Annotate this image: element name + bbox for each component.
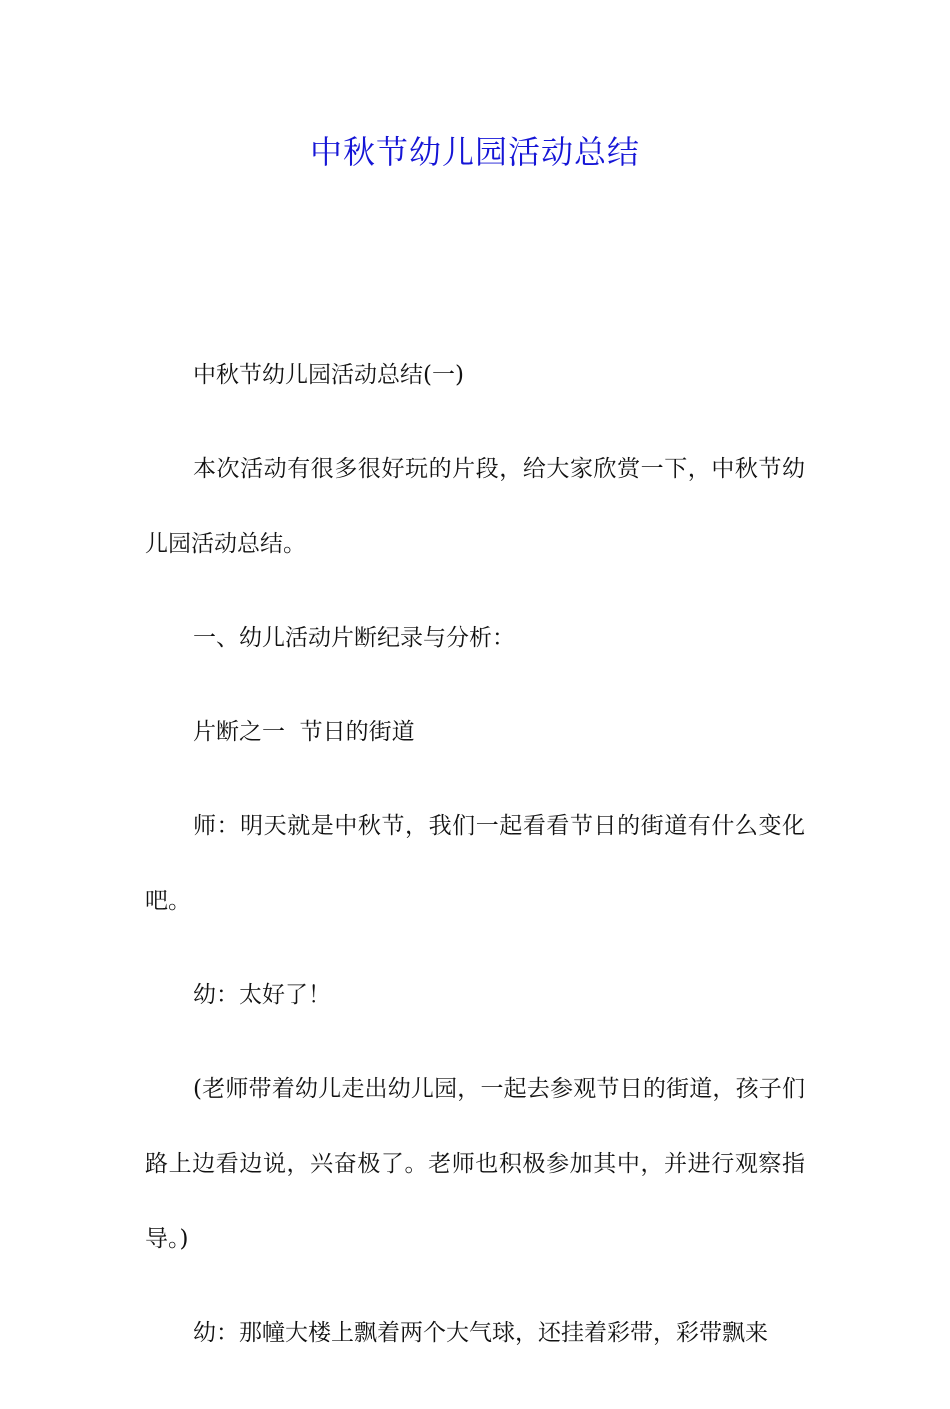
paragraph-8: 幼：那幢大楼上飘着两个大气球，还挂着彩带，彩带飘来 xyxy=(193,1320,768,1346)
paragraph-5: 师：明天就是中秋节，我们一起看看节日的街道有什么变化吧。 xyxy=(145,813,805,914)
paragraph-4: 片断之一 节日的街道 xyxy=(193,719,415,745)
paragraph-7: (老师带着幼儿走出幼儿园，一起去参观节日的街道，孩子们路上边看边说，兴奋极了。老师也积极参加其中，并进行观察指导。) xyxy=(145,1076,805,1252)
paragraph-3: 一、幼儿活动片断纪录与分析： xyxy=(193,625,515,651)
document-title: 中秋节幼儿园活动总结 xyxy=(309,133,640,171)
paragraph-1: 中秋节幼儿园活动总结(一) xyxy=(193,362,464,388)
paragraph-2: 本次活动有很多很好玩的片段，给大家欣赏一下，中秋节幼儿园活动总结。 xyxy=(145,456,805,557)
paragraph-6: 幼：太好了！ xyxy=(193,982,331,1008)
document-body xyxy=(145,338,805,1409)
